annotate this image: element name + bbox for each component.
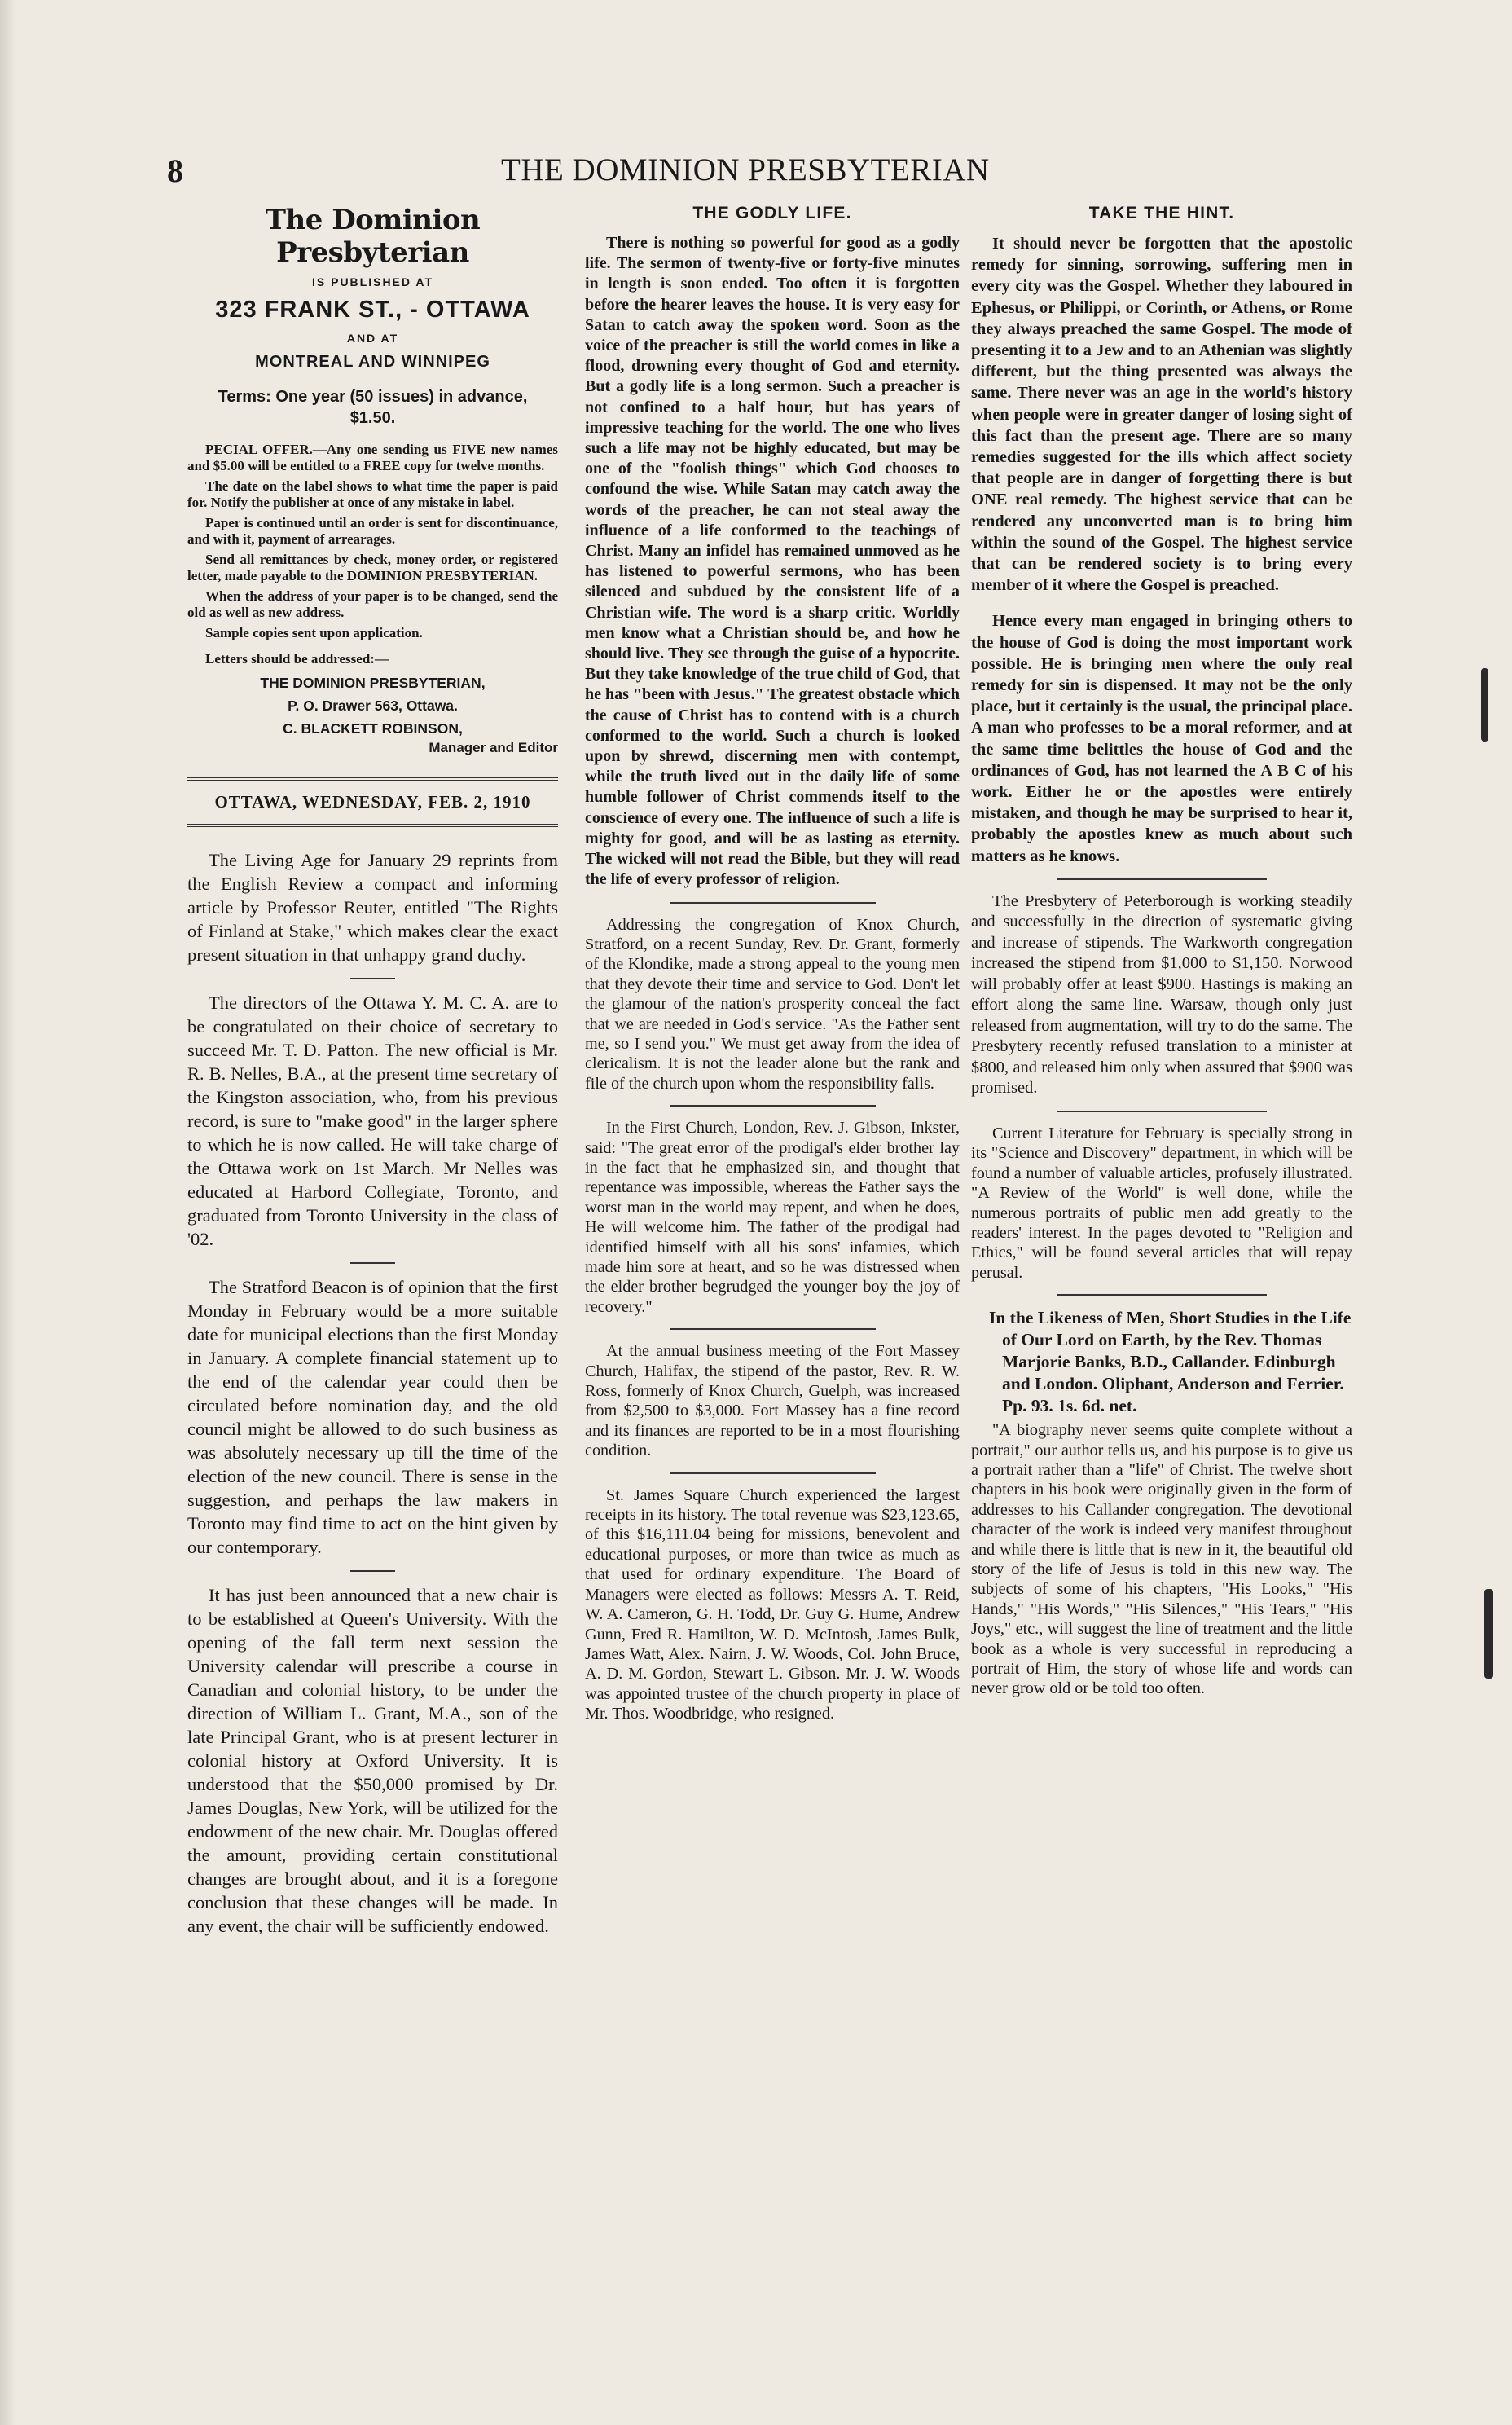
page-header [167,152,1352,197]
addressee: THE DOMINION PRESBYTERIAN, [260,675,486,691]
book-review-title: In the Likeness of Men, Short Studies in the Life of Our Lord on Earth, by the Rev. Thomas Marjorie Banks, B.D., Callander. Edinburgh and London. Oliphant, Anderson and Ferrier. Pp. 93. 1s. 6d. net. [989,1308,1352,1416]
article-st-james: St. James Square Church experienced the largest receipts in its history. The total revenue was $23,123.65, of this $16,111.04 being for missions, benevolent and educational purposes, or more than twice as much as that used for ordinary expenditure. The Board of Managers were elected as follows: Messrs A. T. Reid, W. A. Cameron, G. H. Todd, Dr. Guy G. Hume, Andrew Gunn, Fred R. Hamilton, W. D. McIntosh, James Bulk, James Watt, Alex. Nairn, J. W. Woods, Col. John Bruce, A. D. M. Gordon, Stewart L. Gibson. Mr. J. W. Woods was appointed trustee of the church property in place of Mr. Thos. Woodbridge, who resigned. [585,1485,960,1723]
divider [670,1105,876,1107]
divider [1057,1294,1266,1296]
and-at: AND AT [346,332,399,345]
article-take-the-hint-1: It should never be forgotten that the apostolic remedy for sinning, sorrowing, suffering men in every city was the Gospel. Whether they laboured in Ephesus, or Philippi, or Corinth, or Athens, or Rome they always preached the same Gospel. The mode of presenting it to a Jew and to an Athenian was slightly different, but the thing presented was always the same. There never was an age in the world's history when people were in greater danger of losing sight of this fact than the present age. There are so many remedies suggested for the ills which affect society that people are in danger of forgetting there is but ONE real remedy. The highest service that can be rendered any unconverted man is to bring him within the sound of the Gospel. The highest service that can be rendered society is to bring every member of it where the Gospel is preached. [971,235,1352,595]
article-queens-chair: It has just been announced that a new chair is to be established at Queen's University. With the opening of the fall term next session the University calendar will prescribe a course in Canadian and colonial history, to be under the direction of William L. Grant, M.A., son of the late Principal Grant, who is at present lecturer in colonial history at Oxford University. It is understood that the $50,000 promised by Dr. James Douglas, New York, will be utilized for the endowment of the new chair. Mr. Douglas offered the amount, providing certain constitutional changes are brought about, and it is a foregone conclusion that these changes will be made. In any event, the chair will be sufficiently endowed. [187,1585,558,1936]
divider [350,1570,395,1572]
masthead-address: 323 FRANK ST., - OTTAWA [215,297,530,323]
notice: Sample copies sent upon application. [205,625,423,640]
article-first-church: In the First Church, London, Rev. J. Gibson, Inkster, said: "The great error of the prodigal's elder brother lay in the fact that he emphasized sin, and thought that repentance was impossible, whereas the Father says the worst man in the world may repent, and when he does, He will welcome him. The father of the prodigal had identified himself with all his sons' infamies, which made him sore at heart, and so he was distressed when the elder brother begrudged the younger boy the joy of recovery." [585,1119,960,1316]
masthead-cities: MONTREAL AND WINNIPEG [255,353,490,371]
notice: When the address of your paper is to be changed, send the old as well as new address. [187,588,558,620]
divider [670,1328,876,1330]
manager-name: C. BLACKETT ROBINSON, [283,720,463,737]
divider [670,902,876,904]
heading-take-the-hint: TAKE THE HINT. [1088,204,1235,222]
published-at: IS PUBLISHED AT [311,275,433,288]
running-head: THE DOMINION PRESBYTERIAN [501,152,990,187]
article-knox-church: Addressing the congregation of Knox Church, Stratford, on a recent Sunday, Rev. Dr. Grant, formerly of the Klondike, made a strong appeal to the young men that they devote their time and service to God. Don't let the glamour of the nation's prosperity conceal the fact that we are needed in God's service. "As the Father sent me, so I send you." We must get away from the idea of clericalism. It is not the leader alone but the rank and file of the church upon whom the responsibility falls. [585,915,960,1093]
subscription-terms: Terms: One year (50 issues) in advance, $1.50. [218,388,528,427]
page-number: 8 [167,152,183,189]
heading-godly-life: THE GODLY LIFE. [692,204,852,222]
divider [670,1472,876,1474]
binding-mark [1484,1589,1493,1679]
binding-mark [1481,668,1488,742]
divider [187,824,558,827]
notice: Send all remittances by check, money order, or registered letter, made payable to the DOMINION PRESBYTERIAN. [187,552,558,583]
dateline: OTTAWA, WEDNESDAY, FEB. 2, 1910 [214,792,531,812]
article-fort-massey: At the annual business meeting of the Fort Massey Church, Halifax, the stipend of the pastor, Rev. R. W. Ross, formerly of Knox Church, Guelph, was increased from $2,500 to $3,000. Fort Massey has a fine record and its finances are reported to be in a most flourishing condition. [585,1342,960,1460]
book-review: "A biography never seems quite complete without a portrait," our author tells us, and his purpose is to give us a portrait rather than a "life" of Christ. The twelve short chapters in his book were originally given in the form of addresses to his Callander congregation. The devotional character of the work is indeed very manifest throughout and while there is little that is new in it, the beautiful old story of the life of Jesus is told in this new way. The subjects of some of his chapters, "His Looks," "His Hands," "His Words," "His Silences," "His Tears," "His Joys," etc., will suggest the line of treatment and the little book as a whole is very successful in reproducing a portrait of Him, the story of whose life and words can never grow old or be told too often. [971,1421,1352,1698]
masthead-title: The Dominion Presbyterian [265,204,481,269]
notice: Paper is continued until an order is sent for discontinuance, and with it, payment of arrearages. [187,515,558,547]
article-take-the-hint-2: Hence every man engaged in bringing others to the house of God is doing the most important work possible. He is bringing men where the only real remedy for sin is dispensed. It may not be the only place, but it certainly is the usual, the principal place. A man who professes to be a moral reformer, and at the same time belittles the house of God and the ordinances of God, has not learned the A B C of his work. Either he or the apostles were entirely mistaken, and though he may be surprised to hear it, probably the apostles knew as much about such matters as he knows. [971,612,1352,865]
divider [1057,878,1266,880]
notice: The date on the label shows to what time the paper is paid for. Notify the publisher at once of any mistake in label. [187,478,558,510]
column-2 [585,204,960,1724]
po-box: P. O. Drawer 563, Ottawa. [288,698,458,714]
article-godly-life: There is nothing so powerful for good as a godly life. The sermon of twenty-five or forty-five minutes in length is soon ended. Too often it is forgotten before the hearer leaves the house. It is very easy for Satan to catch away the spoken word. Soon as the voice of the preacher is still the world comes in like a flood, drowning every thought of God and eternity. But a godly life is a long sermon. Such a preacher is not confined to a half hour, but has years of impressive teaching for the world. The one who lives such a life may not be highly educated, but may be one of the "foolish things" which God chooses to confound the wise. While Satan may catch away the words of the preacher, he can not steal away the influence of a life conformed to the teachings of Christ. Many an infidel has remained unmoved as he has listened to powerful sermons, who has been silenced and subdued by the consistent life of a Christian wife. The word is a sharp critic. Worldly men know what a Christian should be, and how he should live. They see through the guise of a hypocrite. But they take knowledge of the true child of God, that he has "been with Jesus." The greatest obstacle which the cause of Christ has to contend with is a church conformed to the world. Such a church is looked upon by shrewd, discerning men with contempt, while the truth lived out in the daily life of some humble follower of Christ commends itself to the conscience of every one. The influence of such a life is mighty for good, and will be as lasting as eternity. The wicked will not read the Bible, but they will read the life of every professor of religion. [585,234,960,889]
article-peterborough: The Presbytery of Peterborough is working steadily and successfully in the direction of systematic giving and increase of stipends. The Warkworth congregation increased the stipend from $1,000 to $1,150. Norwood will probably offer at least $900. Hastings is making an effort along the same line. Warsaw, though only just released from augmentation, will try to do the same. The Presbytery recently refused translation to a minister at $800, and released him only when assured that $900 was promised. [971,891,1352,1098]
scan-edge [0,0,16,2425]
article-current-literature: Current Literature for February is specially strong in its "Science and Discovery" department, in which will be found a number of valuable articles, profusely illustrated. "A Review of the World" is well done, while the numerous portraits of public men add greatly to the readers' interest. In the pages devoted to "Religion and Ethics," will be found several articles that will repay perusal. [971,1124,1352,1282]
divider [187,777,558,781]
letters-to: Letters should be addressed:— [205,650,389,667]
article-ymca: The directors of the Ottawa Y. M. C. A. are to be congratulated on their choice of secretary to succeed Mr. T. D. Patton. The new official is Mr. R. B. Nelles, B.A., at the present time secretary of the Kingston association, who, from his previous record, is sure to "make good" in the larger sphere to which he is now called. He will take charge of the Ottawa work on 1st March. Mr Nelles was educated at Harbord Collegiate, Toronto, and graduated from Toronto University in the class of '02. [187,992,558,1249]
notice: PECIAL OFFER.—Any one sending us FIVE new names and $5.00 will be entitled to a FREE copy for twelve months. [187,442,558,473]
article-living-age: The Living Age for January 29 reprints from the English Review a compact and informing article by Professor Reuter, entitled "The Rights of Finland at Stake," which makes clear the exact present situation in that unhappy grand duchy. [187,850,558,965]
article-stratford-beacon: The Stratford Beacon is of opinion that the first Monday in February would be a more suitable date for municipal elections than the first Monday in January. A complete financial statement up to the end of the calendar year could then be circulated before nomination day, and the old council might be allowed to do such business as was absolutely necessary up till the time of the election of the new council. There is sense in the suggestion, and perhaps the law makers in Toronto may find time to act on the hint given by our contemporary. [187,1277,558,1557]
divider [1057,1111,1266,1112]
column-3 [971,204,1352,1699]
divider [350,978,395,979]
column-1 [187,204,558,1938]
divider [350,1262,395,1264]
manager-title: Manager and Editor [429,740,558,755]
